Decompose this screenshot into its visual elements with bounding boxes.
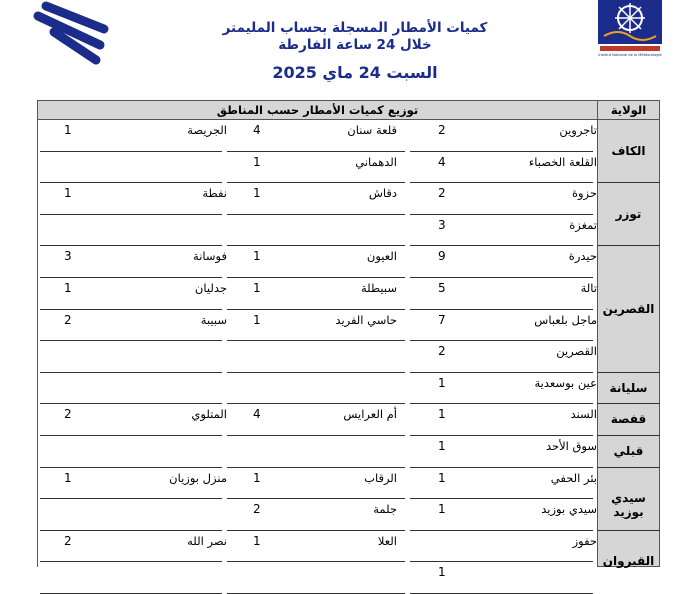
rainfall-value: 1 <box>253 533 261 548</box>
row-separator <box>227 561 405 562</box>
row-separator <box>227 403 405 404</box>
row-separator <box>227 498 405 499</box>
place-name: جلمة <box>373 502 397 517</box>
place-name: عين بوسعدية <box>534 375 597 390</box>
rainfall-value: 1 <box>64 281 72 295</box>
rainfall-value: 1 <box>438 407 446 422</box>
rainfall-value: 2 <box>64 312 72 327</box>
governorate-name: قبلي <box>613 443 644 458</box>
rainfall-value: 1 <box>253 312 261 327</box>
row-separator <box>40 498 222 499</box>
row-separator <box>227 530 405 531</box>
rainfall-value: 1 <box>438 439 446 453</box>
rainfall-value: 2 <box>253 502 261 517</box>
place-name: تالة <box>580 281 597 295</box>
row-separator <box>227 309 405 310</box>
table-left-border <box>37 100 38 567</box>
governorate-name: سليانة <box>609 380 648 395</box>
row-separator <box>227 277 405 278</box>
place-name: سيدي بوزيد <box>541 502 597 517</box>
distribution-header: توزيع كميات الأمطار حسب المناطق <box>37 100 597 120</box>
row-separator <box>410 467 593 468</box>
rainfall-value: 1 <box>438 565 446 580</box>
governorate-name: قفصة <box>610 412 647 427</box>
row-separator <box>40 151 222 152</box>
row-separator <box>40 435 222 436</box>
rainfall-value: 9 <box>438 249 446 264</box>
title-line-2: خلال 24 ساعة الفارطة <box>278 37 432 53</box>
row-separator <box>40 214 222 215</box>
row-separator <box>410 372 593 373</box>
report-date: السبت 24 ماي 2025 <box>272 63 438 82</box>
rainfall-value: 1 <box>64 186 72 201</box>
place-name: تاجروين <box>559 123 597 137</box>
place-name: نفطة <box>202 186 227 201</box>
governorate-name: توزر <box>615 206 642 221</box>
row-separator <box>227 151 405 152</box>
rainfall-value: 2 <box>438 186 446 201</box>
svg-text:Institut National de la Météor: Institut National de la Météorologie <box>598 53 662 57</box>
place-name: سبيطلة <box>361 281 397 295</box>
place-name: حفوز <box>572 533 597 548</box>
place-name: أم العرايس <box>343 407 397 422</box>
governorate-separator <box>597 403 660 404</box>
governorate-separator <box>597 435 660 436</box>
row-separator <box>227 435 405 436</box>
rainfall-value: 1 <box>64 470 72 485</box>
governorate-header: الولاية <box>597 100 660 120</box>
rainfall-value: 1 <box>438 502 446 517</box>
row-separator <box>410 245 593 246</box>
row-separator <box>227 467 405 468</box>
rainfall-value: 1 <box>438 375 446 390</box>
place-name: القلعة الخصباء <box>528 154 597 169</box>
row-separator <box>227 214 405 215</box>
place-name: حيدرة <box>568 249 597 264</box>
governorate-separator <box>597 245 660 246</box>
place-name: قلعة سنان <box>347 123 397 137</box>
row-separator <box>410 277 593 278</box>
row-separator <box>410 182 593 183</box>
governorate-separator <box>597 182 660 183</box>
row-separator <box>410 309 593 310</box>
rainfall-value: 4 <box>253 407 261 422</box>
place-name: حزوة <box>571 186 597 201</box>
place-name: منزل بوزيان <box>169 470 227 485</box>
row-separator <box>410 403 593 404</box>
governorate-name: القيروان <box>602 554 655 569</box>
row-separator <box>40 309 222 310</box>
row-separator <box>40 340 222 341</box>
row-separator <box>410 498 593 499</box>
row-separator <box>227 372 405 373</box>
institute-logo <box>598 0 662 58</box>
place-name: سوق الأحد <box>545 439 597 453</box>
row-separator <box>227 245 405 246</box>
row-separator <box>40 403 222 404</box>
governorate-separator <box>597 467 660 468</box>
place-name: العلا <box>377 533 397 548</box>
governorate-name: سيدي بوزيد <box>611 491 646 520</box>
rainfall-value: 4 <box>253 123 261 137</box>
row-separator <box>410 151 593 152</box>
rainfall-value: 2 <box>64 533 72 548</box>
governorate-separator <box>597 530 660 531</box>
place-name: تمغزة <box>569 217 597 232</box>
governorate-separator <box>597 372 660 373</box>
row-separator <box>410 530 593 531</box>
title-line-1: كميات الأمطار المسجلة بحساب المليمتر <box>222 20 488 36</box>
row-separator <box>410 435 593 436</box>
place-name: بئر الحفي <box>550 470 597 485</box>
rainfall-value: 1 <box>253 249 261 264</box>
row-separator <box>40 245 222 246</box>
row-separator <box>40 372 222 373</box>
rainfall-value: 3 <box>438 217 446 232</box>
place-name: سبيبة <box>200 312 227 327</box>
rainfall-value: 1 <box>64 123 72 137</box>
row-separator <box>410 214 593 215</box>
row-separator <box>40 277 222 278</box>
place-name: الدهماني <box>355 154 397 169</box>
row-separator <box>40 182 222 183</box>
rainfall-value: 1 <box>253 470 261 485</box>
rainfall-value: 7 <box>438 312 446 327</box>
place-name: دقاش <box>368 186 397 201</box>
rainfall-value: 2 <box>438 123 446 137</box>
rainfall-value: 4 <box>438 154 446 169</box>
rainfall-value: 5 <box>438 281 446 295</box>
row-separator <box>40 467 222 468</box>
place-name: جدليان <box>194 281 227 295</box>
row-separator <box>227 182 405 183</box>
place-name: الرقاب <box>364 470 397 485</box>
rainfall-value: 1 <box>253 186 261 201</box>
place-name: القصرين <box>556 344 597 359</box>
row-separator <box>410 340 593 341</box>
place-name: الجريصة <box>187 123 227 137</box>
row-separator <box>410 561 593 562</box>
place-name: نصر الله <box>187 533 227 548</box>
place-name: فوسانة <box>193 249 227 264</box>
decorative-stripes <box>0 0 120 70</box>
rainfall-value: 1 <box>438 470 446 485</box>
rainfall-value: 1 <box>253 154 261 169</box>
rainfall-value: 1 <box>253 281 261 295</box>
row-separator <box>227 340 405 341</box>
place-name: حاسي الفريد <box>335 312 397 327</box>
rainfall-value: 3 <box>64 249 72 264</box>
place-name: المتلوي <box>191 407 227 422</box>
place-name: ماجل بلعباس <box>534 312 597 327</box>
row-separator <box>40 561 222 562</box>
governorate-name: القصرين <box>602 301 655 316</box>
place-name: السند <box>570 407 597 422</box>
rainfall-value: 2 <box>438 344 446 359</box>
rainfall-value: 2 <box>64 407 72 422</box>
governorate-name: الكاف <box>611 143 646 158</box>
place-name: العيون <box>366 249 397 264</box>
row-separator <box>40 530 222 531</box>
